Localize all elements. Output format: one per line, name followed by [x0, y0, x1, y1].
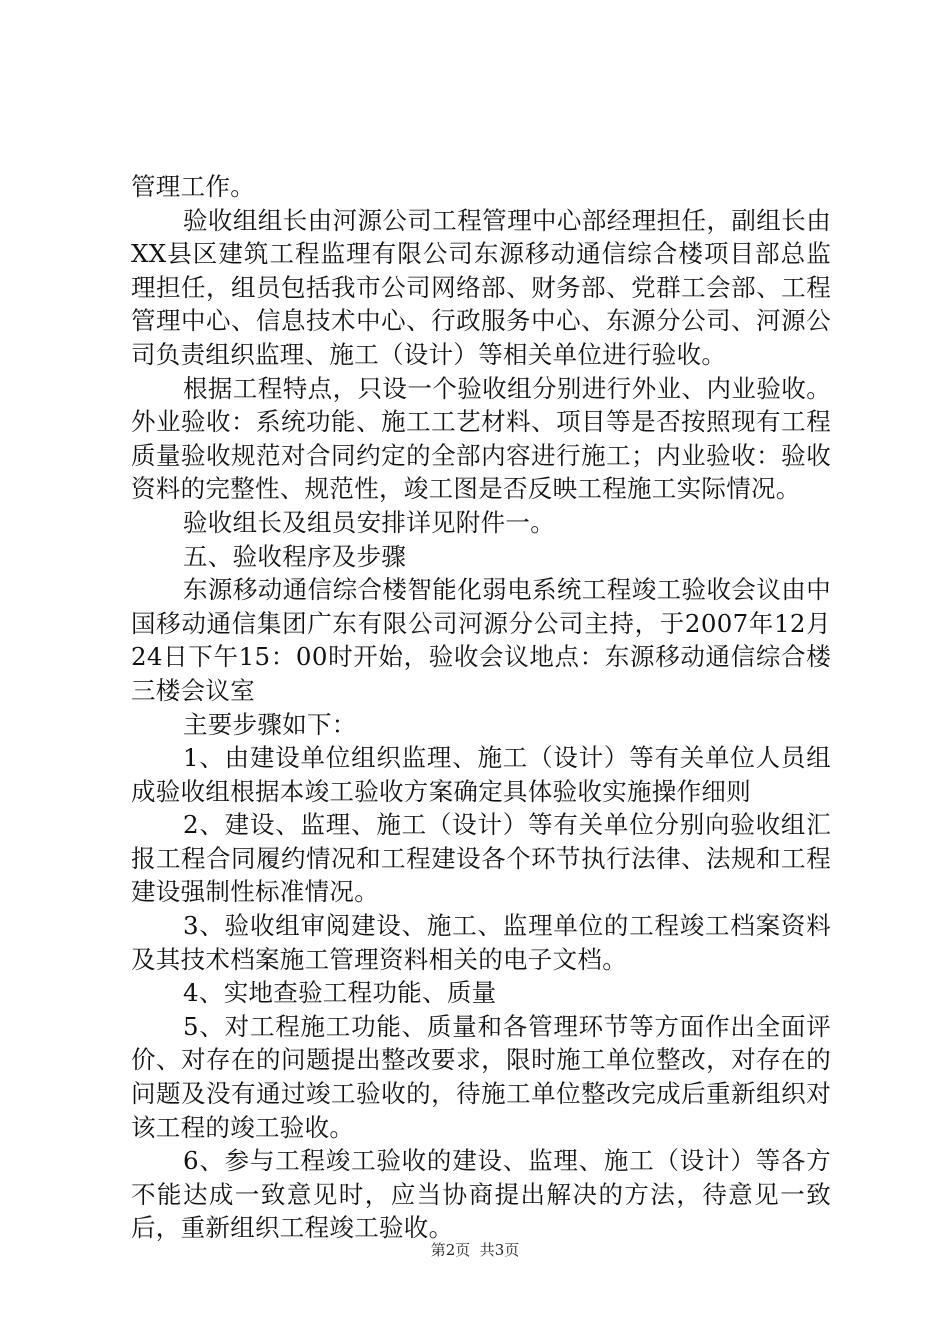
- paragraph-6: 东源移动通信综合楼智能化弱电系统工程竣工验收会议由中国移动通信集团广东有限公司河源分公司主持，于2007年12月24日下午15：00时开始，验收会议地点：东源移动通信综合楼三楼会议室: [131, 575, 831, 705]
- page-number: 第2页 共3页: [430, 1241, 520, 1259]
- step-6: 6、参与工程竣工验收的建设、监理、施工（设计）等各方不能达成一致意见时，应当协商提出解决的方法，待意见一致后，重新组织工程竣工验收。: [131, 1146, 831, 1243]
- step-4: 4、实地查验工程功能、质量: [183, 978, 497, 1008]
- paragraph-1: 管理工作。: [131, 172, 255, 201]
- paragraph-2: 验收组组长由河源公司工程管理中心部经理担任，副组长由XX县区建筑工程监理有限公司东源移动通信综合楼项目部总监理担任，组员包括我市公司网络部、财务部、党群工会部、工程管理中心、信息技术中心、行政服务中心、东源分公司、河源公司负责组织监理、施工（设计）等相关单位进行验收。: [131, 205, 831, 369]
- paragraph-7: 主要步骤如下：: [183, 709, 357, 739]
- step-3: 3、验收组审阅建设、施工、监理单位的工程竣工档案资料及其技术档案施工管理资料相关的电子文档。: [131, 911, 831, 974]
- step-2: 2、建设、监理、施工（设计）等有关单位分别向验收组汇报工程合同履约情况和工程建设各个环节执行法律、法规和工程建设强制性标准情况。: [131, 810, 831, 907]
- section-heading: 五、验收程序及步骤: [183, 541, 407, 571]
- page-footer: [0, 1240, 950, 1260]
- paragraph-3: 根据工程特点，只设一个验收组分别进行外业、内业验收。外业验收：系统功能、施工工艺材料、项目等是否按照现有工程质量验收规范对合同约定的全部内容进行施工；内业验收：验收资料的完整性、规范性，竣工图是否反映工程施工实际情况。: [131, 373, 831, 504]
- document-body: [131, 170, 831, 1245]
- step-1: 1、由建设单位组织监理、施工（设计）等有关单位人员组成验收组根据本竣工验收方案确定具体验收实施操作细则: [131, 743, 831, 806]
- paragraph-4: 验收组长及组员安排详见附件一。: [183, 507, 555, 537]
- step-5: 5、对工程施工功能、质量和各管理环节等方面作出全面评价、对存在的问题提出整改要求，限时施工单位整改，对存在的问题及没有通过竣工验收的，待施工单位整改完成后重新组织对该工程的竣工验收。: [131, 1011, 831, 1142]
